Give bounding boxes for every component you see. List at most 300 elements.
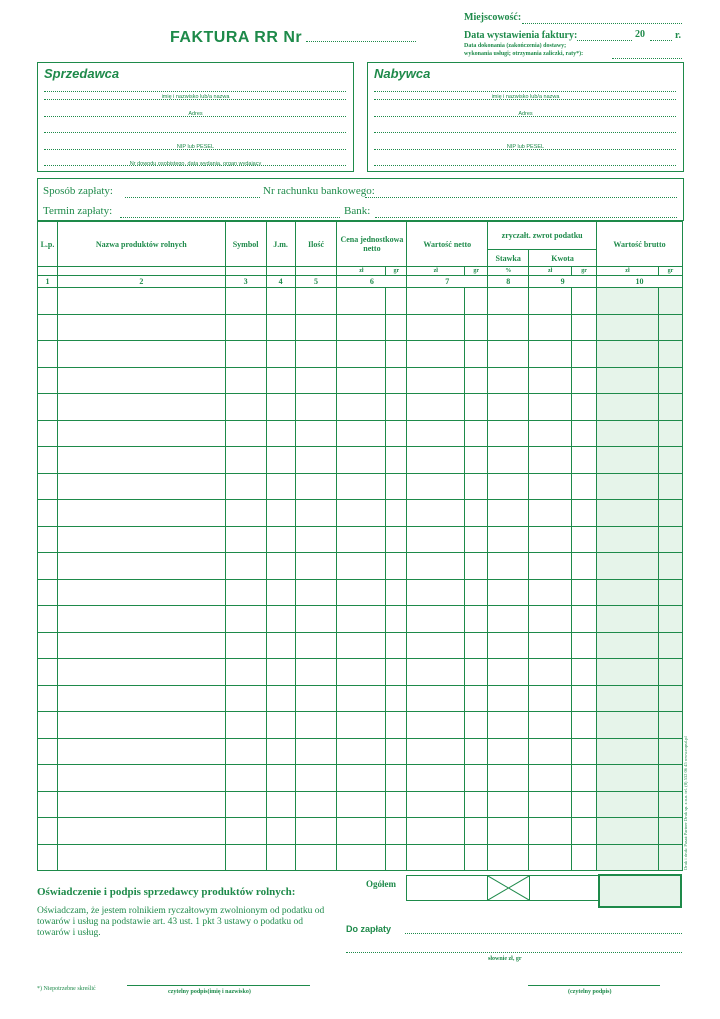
table-cell[interactable] [386,314,407,341]
receiver-signature-line[interactable] [528,985,660,986]
table-cell[interactable] [488,473,529,500]
table-cell[interactable] [337,288,386,315]
table-cell[interactable] [266,288,295,315]
table-cell[interactable] [407,341,465,368]
table-cell[interactable] [225,288,266,315]
table-cell[interactable] [572,314,597,341]
table-cell[interactable] [295,659,337,686]
table-cell[interactable] [57,288,225,315]
table-cell[interactable] [386,420,407,447]
table-cell[interactable] [529,632,572,659]
table-cell[interactable] [465,314,488,341]
table-cell[interactable] [488,712,529,739]
table-cell[interactable] [488,765,529,792]
table-cell[interactable] [38,447,58,474]
table-cell[interactable] [295,606,337,633]
table-cell[interactable] [407,818,465,845]
table-cell[interactable] [572,738,597,765]
table-cell[interactable] [465,659,488,686]
table-cell[interactable] [488,367,529,394]
table-cell[interactable] [488,526,529,553]
table-cell[interactable] [488,738,529,765]
table-cell[interactable] [597,500,659,527]
table-cell[interactable] [572,473,597,500]
table-cell[interactable] [266,500,295,527]
table-cell[interactable] [529,712,572,739]
table-cell[interactable] [488,791,529,818]
table-cell[interactable] [407,367,465,394]
table-cell[interactable] [57,579,225,606]
table-cell[interactable] [337,420,386,447]
table-cell[interactable] [597,791,659,818]
table-cell[interactable] [597,526,659,553]
table-cell[interactable] [337,394,386,421]
table-cell[interactable] [38,738,58,765]
table-cell[interactable] [337,447,386,474]
table-cell[interactable] [266,712,295,739]
table-cell[interactable] [266,553,295,580]
table-cell[interactable] [572,579,597,606]
table-cell[interactable] [386,394,407,421]
table-cell[interactable] [407,659,465,686]
table-cell[interactable] [465,632,488,659]
table-cell[interactable] [407,632,465,659]
table-cell[interactable] [295,632,337,659]
table-cell[interactable] [266,791,295,818]
table-cell[interactable] [337,738,386,765]
table-cell[interactable] [266,420,295,447]
table-cell[interactable] [295,685,337,712]
table-cell[interactable] [266,447,295,474]
table-cell[interactable] [597,685,659,712]
table-cell[interactable] [465,394,488,421]
table-cell[interactable] [386,712,407,739]
table-cell[interactable] [658,288,682,315]
table-cell[interactable] [337,659,386,686]
table-cell[interactable] [38,473,58,500]
table-cell[interactable] [407,526,465,553]
table-cell[interactable] [295,712,337,739]
table-cell[interactable] [597,579,659,606]
table-cell[interactable] [529,500,572,527]
table-cell[interactable] [597,447,659,474]
table-cell[interactable] [225,420,266,447]
payment-term-field[interactable] [120,217,340,218]
table-cell[interactable] [658,526,682,553]
table-cell[interactable] [266,341,295,368]
table-cell[interactable] [407,420,465,447]
table-cell[interactable] [597,314,659,341]
table-cell[interactable] [465,818,488,845]
table-cell[interactable] [465,738,488,765]
table-cell[interactable] [488,553,529,580]
table-cell[interactable] [57,712,225,739]
table-cell[interactable] [572,844,597,871]
table-cell[interactable] [225,685,266,712]
table-cell[interactable] [658,818,682,845]
table-cell[interactable] [225,553,266,580]
buyer-name-field-1[interactable] [374,91,676,92]
table-cell[interactable] [597,553,659,580]
table-cell[interactable] [572,447,597,474]
table-cell[interactable] [488,685,529,712]
table-cell[interactable] [225,712,266,739]
table-cell[interactable] [225,844,266,871]
table-cell[interactable] [488,420,529,447]
table-cell[interactable] [386,553,407,580]
table-cell[interactable] [465,526,488,553]
table-cell[interactable] [529,473,572,500]
table-cell[interactable] [337,341,386,368]
table-cell[interactable] [386,579,407,606]
table-cell[interactable] [386,765,407,792]
table-cell[interactable] [337,579,386,606]
table-cell[interactable] [529,606,572,633]
table-cell[interactable] [266,526,295,553]
buyer-extra-field[interactable] [374,165,676,166]
table-cell[interactable] [266,659,295,686]
table-cell[interactable] [225,632,266,659]
table-cell[interactable] [57,844,225,871]
table-cell[interactable] [658,659,682,686]
table-cell[interactable] [529,420,572,447]
table-cell[interactable] [337,606,386,633]
table-cell[interactable] [488,314,529,341]
table-cell[interactable] [488,288,529,315]
table-cell[interactable] [488,447,529,474]
table-cell[interactable] [225,341,266,368]
table-cell[interactable] [266,738,295,765]
table-cell[interactable] [658,473,682,500]
table-cell[interactable] [57,685,225,712]
table-cell[interactable] [38,288,58,315]
table-cell[interactable] [597,473,659,500]
table-cell[interactable] [572,288,597,315]
table-cell[interactable] [658,447,682,474]
table-cell[interactable] [572,394,597,421]
to-pay-field[interactable] [405,933,682,934]
table-cell[interactable] [225,447,266,474]
table-cell[interactable] [266,685,295,712]
table-cell[interactable] [658,341,682,368]
table-cell[interactable] [57,553,225,580]
table-cell[interactable] [38,394,58,421]
table-cell[interactable] [658,844,682,871]
table-cell[interactable] [295,579,337,606]
table-cell[interactable] [658,367,682,394]
buyer-address-field-2[interactable] [374,132,676,133]
table-cell[interactable] [658,738,682,765]
table-cell[interactable] [266,844,295,871]
table-cell[interactable] [38,632,58,659]
table-cell[interactable] [597,632,659,659]
table-cell[interactable] [225,765,266,792]
table-cell[interactable] [658,712,682,739]
table-cell[interactable] [529,341,572,368]
table-cell[interactable] [38,791,58,818]
table-cell[interactable] [386,473,407,500]
table-cell[interactable] [57,606,225,633]
table-cell[interactable] [57,473,225,500]
table-cell[interactable] [488,659,529,686]
table-cell[interactable] [465,844,488,871]
table-cell[interactable] [266,765,295,792]
table-cell[interactable] [529,765,572,792]
table-cell[interactable] [529,394,572,421]
table-cell[interactable] [572,526,597,553]
table-cell[interactable] [266,473,295,500]
table-cell[interactable] [386,659,407,686]
table-cell[interactable] [597,738,659,765]
table-cell[interactable] [407,606,465,633]
table-cell[interactable] [266,367,295,394]
table-cell[interactable] [386,526,407,553]
table-cell[interactable] [529,579,572,606]
table-cell[interactable] [225,791,266,818]
table-cell[interactable] [295,526,337,553]
table-cell[interactable] [407,288,465,315]
table-cell[interactable] [38,844,58,871]
table-cell[interactable] [407,712,465,739]
table-cell[interactable] [57,659,225,686]
table-cell[interactable] [38,526,58,553]
table-cell[interactable] [386,288,407,315]
table-cell[interactable] [488,579,529,606]
table-cell[interactable] [225,500,266,527]
table-cell[interactable] [658,606,682,633]
table-cell[interactable] [407,791,465,818]
table-cell[interactable] [658,632,682,659]
table-cell[interactable] [529,367,572,394]
table-cell[interactable] [295,447,337,474]
table-cell[interactable] [597,341,659,368]
table-cell[interactable] [529,685,572,712]
table-cell[interactable] [529,314,572,341]
table-cell[interactable] [597,765,659,792]
table-cell[interactable] [488,341,529,368]
table-cell[interactable] [225,526,266,553]
payment-method-field[interactable] [125,197,260,198]
table-cell[interactable] [465,500,488,527]
table-cell[interactable] [572,685,597,712]
table-cell[interactable] [529,844,572,871]
table-cell[interactable] [488,606,529,633]
table-cell[interactable] [266,818,295,845]
table-cell[interactable] [295,367,337,394]
invoice-number-field[interactable] [306,41,416,42]
table-cell[interactable] [407,314,465,341]
table-cell[interactable] [572,420,597,447]
table-cell[interactable] [337,473,386,500]
table-cell[interactable] [386,632,407,659]
table-cell[interactable] [38,659,58,686]
table-cell[interactable] [337,553,386,580]
table-cell[interactable] [465,685,488,712]
table-cell[interactable] [57,526,225,553]
table-cell[interactable] [386,791,407,818]
table-cell[interactable] [529,738,572,765]
table-cell[interactable] [38,685,58,712]
table-cell[interactable] [337,765,386,792]
table-cell[interactable] [407,473,465,500]
table-cell[interactable] [465,341,488,368]
table-cell[interactable] [386,341,407,368]
table-cell[interactable] [225,367,266,394]
table-cell[interactable] [266,579,295,606]
table-cell[interactable] [465,765,488,792]
table-cell[interactable] [597,659,659,686]
table-cell[interactable] [572,341,597,368]
total-amount-cell[interactable] [529,875,599,901]
table-cell[interactable] [57,367,225,394]
bank-field[interactable] [375,217,677,218]
table-cell[interactable] [465,447,488,474]
table-cell[interactable] [386,500,407,527]
table-cell[interactable] [572,791,597,818]
table-cell[interactable] [658,791,682,818]
table-cell[interactable] [658,685,682,712]
table-cell[interactable] [337,712,386,739]
table-cell[interactable] [225,659,266,686]
table-cell[interactable] [57,632,225,659]
table-cell[interactable] [295,500,337,527]
bank-account-field[interactable] [365,197,677,198]
table-cell[interactable] [295,394,337,421]
table-cell[interactable] [57,447,225,474]
table-cell[interactable] [266,314,295,341]
table-cell[interactable] [225,473,266,500]
table-cell[interactable] [38,420,58,447]
table-cell[interactable] [38,314,58,341]
table-cell[interactable] [597,844,659,871]
table-cell[interactable] [38,712,58,739]
table-cell[interactable] [529,553,572,580]
table-cell[interactable] [266,394,295,421]
table-cell[interactable] [386,447,407,474]
seller-name-field-1[interactable] [44,91,346,92]
table-cell[interactable] [386,844,407,871]
table-cell[interactable] [337,526,386,553]
table-cell[interactable] [407,738,465,765]
table-cell[interactable] [57,765,225,792]
table-cell[interactable] [658,420,682,447]
table-cell[interactable] [266,606,295,633]
table-cell[interactable] [407,579,465,606]
table-cell[interactable] [38,367,58,394]
table-cell[interactable] [407,553,465,580]
table-cell[interactable] [529,659,572,686]
table-cell[interactable] [597,818,659,845]
table-cell[interactable] [337,791,386,818]
table-cell[interactable] [386,685,407,712]
issue-date-field[interactable] [577,40,632,41]
table-cell[interactable] [658,394,682,421]
table-cell[interactable] [38,553,58,580]
table-cell[interactable] [529,791,572,818]
table-cell[interactable] [488,632,529,659]
table-cell[interactable] [337,685,386,712]
issuer-signature-line[interactable] [127,985,310,986]
table-cell[interactable] [295,738,337,765]
table-cell[interactable] [38,765,58,792]
table-cell[interactable] [572,659,597,686]
table-cell[interactable] [295,818,337,845]
table-cell[interactable] [57,394,225,421]
total-net-cell[interactable] [406,875,488,901]
table-cell[interactable] [38,341,58,368]
table-cell[interactable] [386,818,407,845]
table-cell[interactable] [386,367,407,394]
table-cell[interactable] [295,844,337,871]
table-cell[interactable] [572,367,597,394]
table-cell[interactable] [465,553,488,580]
table-cell[interactable] [597,420,659,447]
table-cell[interactable] [38,579,58,606]
table-cell[interactable] [57,314,225,341]
table-cell[interactable] [658,553,682,580]
table-cell[interactable] [658,579,682,606]
table-cell[interactable] [295,765,337,792]
table-cell[interactable] [57,500,225,527]
table-cell[interactable] [407,500,465,527]
table-cell[interactable] [465,712,488,739]
table-cell[interactable] [38,818,58,845]
table-cell[interactable] [266,632,295,659]
table-cell[interactable] [337,367,386,394]
table-cell[interactable] [529,447,572,474]
delivery-date-field[interactable] [612,58,682,59]
table-cell[interactable] [57,738,225,765]
table-cell[interactable] [225,579,266,606]
table-cell[interactable] [597,712,659,739]
table-cell[interactable] [386,606,407,633]
table-cell[interactable] [295,553,337,580]
table-cell[interactable] [488,394,529,421]
table-cell[interactable] [658,314,682,341]
table-cell[interactable] [488,844,529,871]
table-cell[interactable] [529,818,572,845]
table-cell[interactable] [572,818,597,845]
place-field[interactable] [522,23,682,24]
table-cell[interactable] [337,818,386,845]
table-cell[interactable] [407,765,465,792]
table-cell[interactable] [465,606,488,633]
table-cell[interactable] [295,314,337,341]
table-cell[interactable] [337,314,386,341]
table-cell[interactable] [529,526,572,553]
amount-in-words-field[interactable] [346,952,682,953]
table-cell[interactable] [658,765,682,792]
table-cell[interactable] [57,818,225,845]
table-cell[interactable] [407,685,465,712]
table-cell[interactable] [38,606,58,633]
table-cell[interactable] [225,606,266,633]
table-cell[interactable] [57,420,225,447]
table-cell[interactable] [295,288,337,315]
table-cell[interactable] [572,632,597,659]
table-cell[interactable] [597,606,659,633]
table-cell[interactable] [407,447,465,474]
table-cell[interactable] [529,288,572,315]
table-cell[interactable] [658,500,682,527]
table-cell[interactable] [572,712,597,739]
table-cell[interactable] [465,473,488,500]
table-cell[interactable] [38,500,58,527]
table-cell[interactable] [337,844,386,871]
table-cell[interactable] [572,765,597,792]
table-cell[interactable] [407,394,465,421]
table-cell[interactable] [465,420,488,447]
